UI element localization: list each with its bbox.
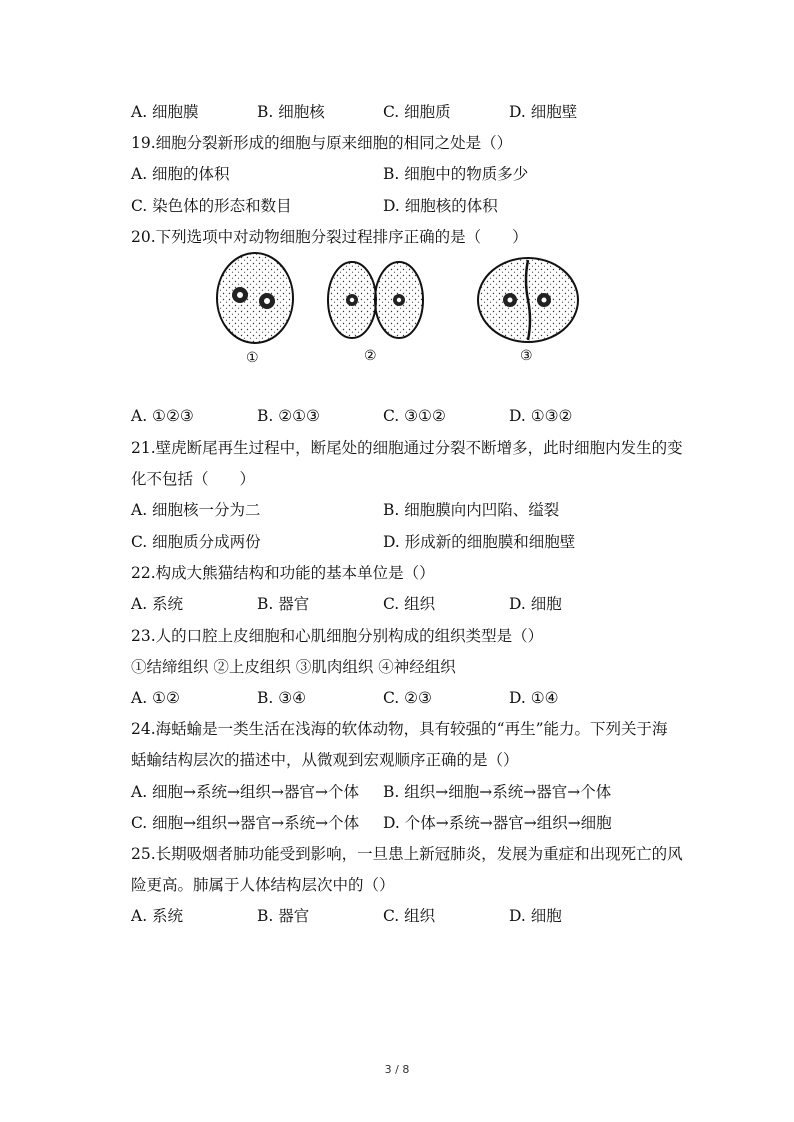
q20-option-c: C. ③①②: [383, 407, 446, 425]
q22-stem: 22.构成大熊猫结构和功能的基本单位是（）: [131, 564, 435, 582]
q21-option-b: B. 细胞膜向内凹陷、缢裂: [383, 501, 560, 519]
q24-stem-line1: 24.海蛞蝓是一类生活在浅海的软体动物，具有较强的“再生”能力。下列关于海: [131, 720, 668, 738]
q24-option-c: C. 细胞→组织→器官→系统→个体: [131, 814, 360, 832]
q20-stem: 20.下列选项中对动物细胞分裂过程排序正确的是（ ）: [131, 228, 528, 246]
cell-division-figure: [210, 250, 590, 375]
q18-option-c: C. 细胞质: [383, 103, 451, 121]
q25-option-c: C. 组织: [383, 907, 436, 925]
figure-label-3: ③: [520, 348, 533, 364]
q21-stem-line1: 21.壁虎断尾再生过程中，断尾处的细胞通过分裂不断增多，此时细胞内发生的变: [131, 439, 683, 457]
q20-option-a: A. ①②③: [131, 407, 194, 425]
q25-option-b: B. 器官: [257, 907, 310, 925]
q24-option-a: A. 细胞→系统→组织→器官→个体: [131, 783, 359, 801]
q21-option-c: C. 细胞质分成两份: [131, 533, 261, 551]
q19-option-c: C. 染色体的形态和数目: [131, 197, 292, 215]
q24-option-d: D. 个体→系统→器官→组织→细胞: [383, 814, 612, 832]
q25-stem-line1: 25.长期吸烟者肺功能受到影响，一旦患上新冠肺炎，发展为重症和出现死亡的风: [131, 845, 683, 863]
q25-option-d: D. 细胞: [509, 907, 562, 925]
cell-division-drawing: [210, 250, 590, 375]
q20-option-d: D. ①③②: [509, 407, 573, 425]
q23-option-d: D. ①④: [509, 689, 559, 707]
q21-stem-line2: 化不包括（ ）: [131, 470, 256, 488]
q22-option-d: D. 细胞: [509, 595, 562, 613]
q25-stem-line2: 险更高。肺属于人体结构层次中的（）: [131, 876, 395, 894]
q25-option-a: A. 系统: [131, 907, 184, 925]
page-number: 3 / 8: [384, 1063, 410, 1076]
q18-option-d: D. 细胞壁: [509, 103, 578, 121]
q18-option-a: A. 细胞膜: [131, 103, 199, 121]
cell-stage-1: [217, 253, 293, 343]
q22-option-a: A. 系统: [131, 595, 184, 613]
q24-option-b: B. 组织→细胞→系统→器官→个体: [383, 783, 612, 801]
q23-stem: 23.人的口腔上皮细胞和心肌细胞分别构成的组织类型是（）: [131, 627, 544, 645]
cell-stage-2: [328, 262, 423, 338]
q22-option-b: B. 器官: [257, 595, 310, 613]
figure-label-1: ①: [246, 350, 259, 366]
q23-option-c: C. ②③: [383, 689, 432, 707]
q19-option-a: A. 细胞的体积: [131, 165, 230, 183]
q18-option-b: B. 细胞核: [257, 103, 325, 121]
figure-label-2: ②: [364, 348, 377, 364]
q23-items: ①结缔组织 ②上皮组织 ③肌肉组织 ④神经组织: [131, 658, 456, 676]
q19-stem: 19.细胞分裂新形成的细胞与原来细胞的相同之处是（）: [131, 134, 513, 152]
q22-option-c: C. 组织: [383, 595, 436, 613]
q20-option-b: B. ②①③: [257, 407, 320, 425]
q23-option-b: B. ③④: [257, 689, 307, 707]
q19-option-d: D. 细胞核的体积: [383, 197, 498, 215]
q24-stem-line2: 蛞蝓结构层次的描述中，从微观到宏观顺序正确的是（）: [131, 751, 519, 769]
q19-option-b: B. 细胞中的物质多少: [383, 165, 529, 183]
q23-option-a: A. ①②: [131, 689, 180, 707]
q21-option-a: A. 细胞核一分为二: [131, 501, 261, 519]
cell-stage-3: [478, 258, 578, 342]
q21-option-d: D. 形成新的细胞膜和细胞壁: [383, 533, 576, 551]
